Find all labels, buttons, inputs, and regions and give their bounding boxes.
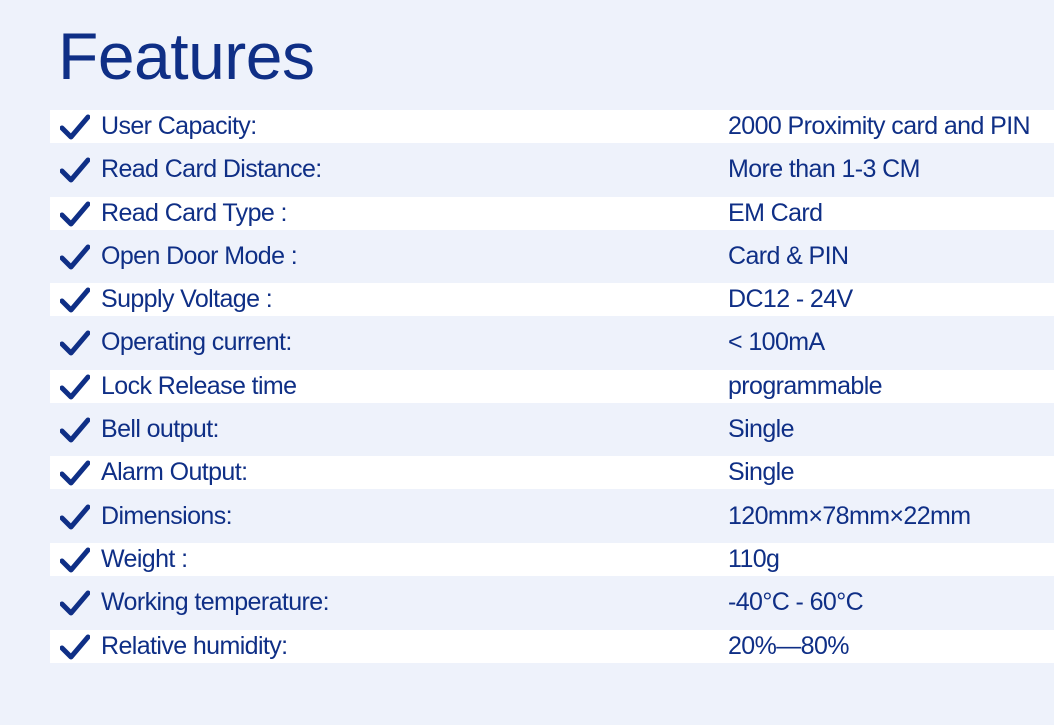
check-icon <box>60 373 90 401</box>
feature-row <box>50 630 1054 673</box>
feature-value: 110g <box>728 544 780 573</box>
feature-row <box>50 413 1054 456</box>
check-icon <box>60 286 90 314</box>
check-icon <box>60 156 90 184</box>
feature-value: More than 1-3 CM <box>728 155 920 184</box>
feature-label: Open Door Mode : <box>101 241 298 270</box>
feature-value: 120mm×78mm×22mm <box>728 501 971 530</box>
feature-label: User Capacity: <box>101 112 257 140</box>
feature-label: Weight : <box>101 544 188 573</box>
feature-row <box>50 283 1054 326</box>
feature-value: -40°C - 60°C <box>728 588 864 617</box>
check-icon <box>60 113 90 141</box>
feature-label: Alarm Output: <box>101 458 248 487</box>
feature-row <box>50 110 1054 153</box>
feature-label: Lock Release time <box>101 371 297 400</box>
feature-value: Single <box>728 415 794 444</box>
features-list <box>50 110 1054 673</box>
feature-row <box>50 240 1054 283</box>
feature-value: DC12 - 24V <box>728 285 853 314</box>
check-icon <box>60 546 90 574</box>
check-icon <box>60 200 90 228</box>
check-icon <box>60 243 90 271</box>
feature-row <box>50 326 1054 369</box>
feature-value: programmable <box>728 371 882 400</box>
feature-value: 20%—80% <box>728 631 849 660</box>
check-icon <box>60 416 90 444</box>
page-title: Features <box>58 19 315 93</box>
feature-label: Operating current: <box>101 328 292 357</box>
feature-row <box>50 153 1054 196</box>
feature-value: Card & PIN <box>728 241 849 270</box>
feature-row <box>50 500 1054 543</box>
feature-row <box>50 456 1054 499</box>
feature-value: 2000 Proximity card and PIN <box>728 112 1031 140</box>
feature-label: Bell output: <box>101 415 219 444</box>
feature-label: Supply Voltage : <box>101 285 273 314</box>
feature-label: Relative humidity: <box>101 631 288 660</box>
feature-value: < 100mA <box>728 328 825 357</box>
feature-label: Dimensions: <box>101 501 232 530</box>
feature-value: Single <box>728 458 794 487</box>
check-icon <box>60 503 90 531</box>
check-icon <box>60 459 90 487</box>
feature-row <box>50 586 1054 629</box>
feature-value: EM Card <box>728 198 823 227</box>
check-icon <box>60 329 90 357</box>
feature-row <box>50 370 1054 413</box>
feature-label: Read Card Type : <box>101 198 287 227</box>
feature-row <box>50 543 1054 586</box>
feature-row <box>50 197 1054 240</box>
feature-label: Working temperature: <box>101 588 329 617</box>
check-icon <box>60 633 90 661</box>
check-icon <box>60 589 90 617</box>
feature-label: Read Card Distance: <box>101 155 322 184</box>
